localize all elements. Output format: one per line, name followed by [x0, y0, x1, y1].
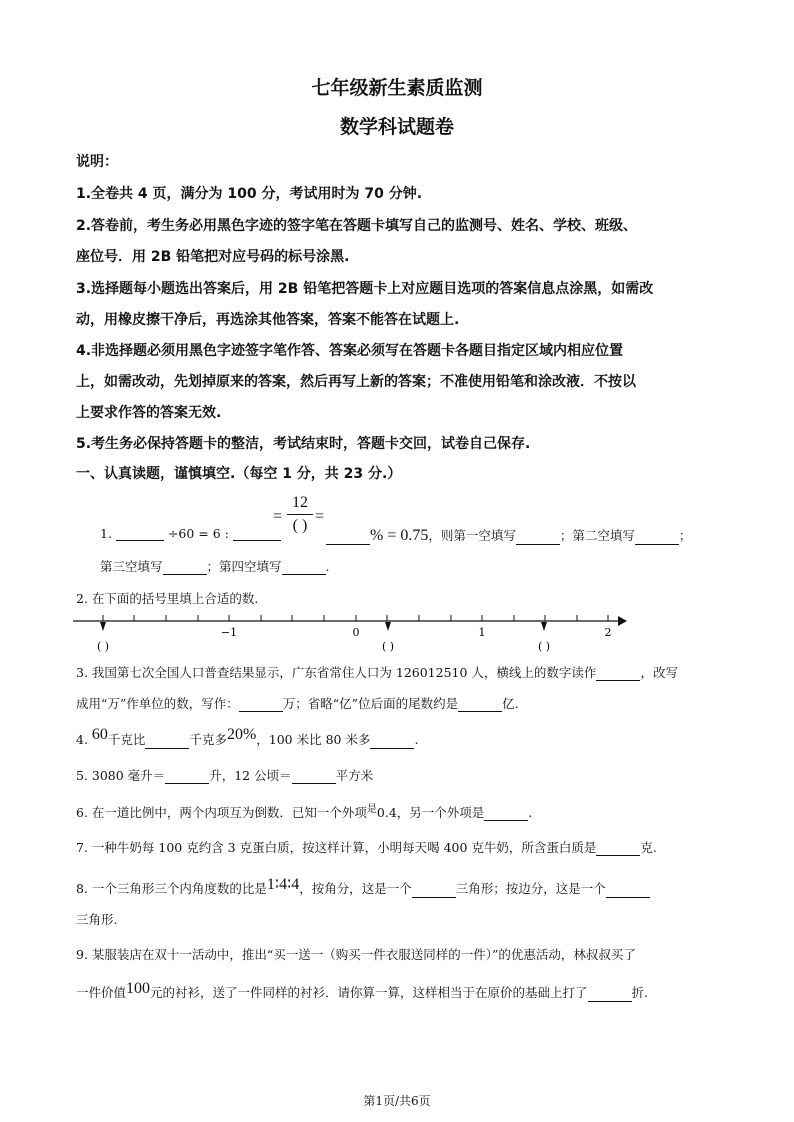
q1-line1-rest [326, 526, 691, 545]
q4-line [76, 726, 419, 749]
q4-text-2: 千克多 [189, 732, 227, 747]
pointer-marker [100, 622, 106, 631]
number-line-arrowhead [618, 616, 627, 626]
q9-text-b: 一件价值 [76, 985, 127, 1000]
q4-value-60: 60 [91, 726, 108, 743]
instruction-4c: 上要求作答的答案无效. [76, 405, 222, 421]
instruction-4b: 上，如需改动，先划掉原来的答案，然后再写上新的答案；不准使用铅笔和涂改液．不按以 [76, 374, 636, 390]
q3-blank-3[interactable] [458, 697, 502, 712]
q3-blank-2[interactable] [239, 697, 283, 712]
number-line-paren-1: ( ) [96, 640, 110, 653]
instructions-heading: 说明： [76, 154, 118, 170]
q5-line [76, 766, 373, 784]
pointer-marker [385, 622, 391, 631]
q6-text-shi: 是 [366, 804, 377, 815]
q1-third-label: 第三空填写 [100, 559, 163, 574]
q3-text-b2: 万；省略“亿”位后面的尾数约是 [282, 696, 459, 711]
q4-value-20pct: 20% [226, 726, 257, 743]
q8-blank-1[interactable] [412, 883, 456, 898]
q9-line2 [76, 980, 649, 1002]
instruction-2b: 座位号．用 2B 铅笔把对应号码的标号涂黑. [76, 249, 350, 265]
pointer-marker [541, 622, 547, 631]
instruction-3b: 动，用橡皮擦干净后，再选涂其他答案，答案不能答在试题上. [76, 312, 460, 328]
q3-text-a: 3. 我国第七次全国人口普查结果显示，广东省常住人口为 126012510 人，横线上的数字读作 [76, 665, 597, 680]
q6-line [76, 803, 532, 821]
page-footer: 第1页/共6页 [363, 1094, 431, 1108]
q9-blank-1[interactable] [588, 987, 632, 1002]
q4-text-3: ，100 米比 80 米多 [256, 732, 371, 747]
q1-line1 [100, 526, 281, 541]
page-subtitle: 数学科试题卷 [339, 116, 454, 138]
q1-tail-2: ；第二空填写 [559, 528, 635, 543]
q6-blank-1[interactable] [484, 806, 528, 821]
q1-answer-2[interactable] [635, 530, 679, 545]
instruction-5: 5.考生务必保持答题卡的整洁，考试结束时，答题卡交回，试卷自己保存. [76, 436, 531, 452]
q4-text-4: . [414, 732, 419, 747]
instruction-4a: 4.非选择题必须用黑色字迹签字笔作答、答案必须写在答题卡各题目指定区域内相应位置 [76, 343, 624, 359]
q1-answer-1[interactable] [516, 530, 560, 545]
number-line-paren-3: ( ) [537, 640, 551, 653]
q1-tail-2-end: ； [678, 528, 692, 543]
q4-number: 4. [76, 732, 88, 747]
q1-line2 [100, 557, 330, 575]
number-line-paren-2: ( ) [381, 640, 395, 653]
q1-answer-3[interactable] [163, 560, 207, 575]
q1-fraction-numerator: 12 [292, 494, 308, 511]
q7-blank-1[interactable] [596, 841, 640, 856]
instruction-1: 1.全卷共 4 页，满分为 100 分，考试用时为 70 分钟. [76, 186, 423, 202]
q1-eq2: = [315, 508, 325, 525]
q5-blank-2[interactable] [292, 769, 336, 784]
q8-text-b: ，按角分，这是一个 [299, 881, 412, 896]
q3-text-a-end: ，改写 [640, 665, 678, 680]
q4-blank-1[interactable] [145, 734, 189, 749]
q8-text-a: 8. 一个三角形三个内角度数的比是 [76, 881, 267, 896]
q1-percent: % = 0.75 [370, 527, 429, 544]
section-heading: 一、认真读题，谨慎填空.（每空 1 分，共 23 分.） [76, 466, 402, 482]
q9-text-c: 元的衬衫，送了一件同样的衬衫．请你算一算，这样相当于在原价的基础上打了 [150, 985, 588, 1000]
q1-blank-3[interactable] [326, 530, 370, 545]
q9-line1: 9. 某服装店在双十一活动中，推出“买一送一（购买一件衣服送同样的一件）”的优惠活动，林叔叔买了 [76, 947, 636, 962]
q5-text-c: 平方米 [335, 768, 374, 783]
q4-text-1: 千克比 [107, 732, 146, 747]
q7-line [76, 838, 657, 856]
q3-text-b1: 成用“万”作单位的数，写作： [76, 696, 239, 711]
q6-text-b: 0.4，另一个外项是 [376, 805, 485, 820]
q3-text-b3: 亿. [502, 696, 519, 711]
q3-blank-1[interactable] [596, 666, 640, 681]
q8-ratio: 1∶4∶4 [266, 876, 300, 893]
q1-fraction-denominator: ( ) [292, 517, 308, 534]
q3-line1 [76, 663, 678, 681]
q7-text-a: 7. 一种牛奶每 100 克约含 3 克蛋白质，按这样计算，小明每天喝 400 克牛奶，所含蛋白质是 [76, 840, 597, 855]
q1-division: ÷60 = 6 : [167, 526, 229, 541]
number-line-label-2: 2 [604, 626, 612, 639]
q9-value-100: 100 [126, 980, 151, 997]
number-line-label-0: 0 [352, 626, 360, 639]
number-line-label-1: 1 [478, 626, 486, 639]
q1-blank-2[interactable] [233, 526, 281, 541]
q8-text-c: 三角形；按边分，这是一个 [455, 881, 606, 896]
instruction-2a: 2.答卷前，考生务必用黑色字迹的签字笔在答题卡填写自己的监测号、姓名、学校、班级、 [76, 218, 638, 234]
q1-line2-end: . [325, 559, 330, 574]
q3-line2 [76, 694, 519, 712]
q8-blank-2[interactable] [606, 883, 650, 898]
instruction-3a: 3.选择题每小题选出答案后，用 2B 铅笔把答题卡上对应题目选项的答案信息点涂黑，如需改 [76, 281, 654, 297]
q1-fraction-bar [287, 514, 313, 515]
q5-blank-1[interactable] [165, 769, 209, 784]
q1-answer-4[interactable] [282, 560, 326, 575]
q6-text-a: 6. 在一道比例中，两个内项互为倒数．已知一个外项 [76, 805, 367, 820]
q5-text-a: 5. 3080 毫升＝ [76, 768, 166, 783]
page-title: 七年级新生素质监测 [311, 77, 483, 99]
q1-eq1: = [273, 508, 283, 525]
q4-blank-2[interactable] [370, 734, 414, 749]
q6-text-c: . [528, 805, 533, 820]
q1-tail-1: ，则第一空填写 [428, 528, 516, 543]
number-line-ticks [103, 615, 608, 621]
number-line-label-neg1: −1 [220, 626, 238, 639]
q8-line2: 三角形. [76, 912, 118, 927]
number-line [70, 608, 630, 656]
q9-text-d: 折. [631, 985, 649, 1000]
q1-fourth-label: ；第四空填写 [206, 559, 282, 574]
q7-text-b: 克. [640, 840, 657, 855]
q5-text-b: 升，12 公顷＝ [209, 768, 292, 783]
q8-line1 [76, 878, 650, 898]
q1-blank-1[interactable] [116, 526, 164, 541]
q2-text: 2. 在下面的括号里填上合适的数. [76, 591, 259, 606]
q1-number: 1. [100, 526, 112, 541]
